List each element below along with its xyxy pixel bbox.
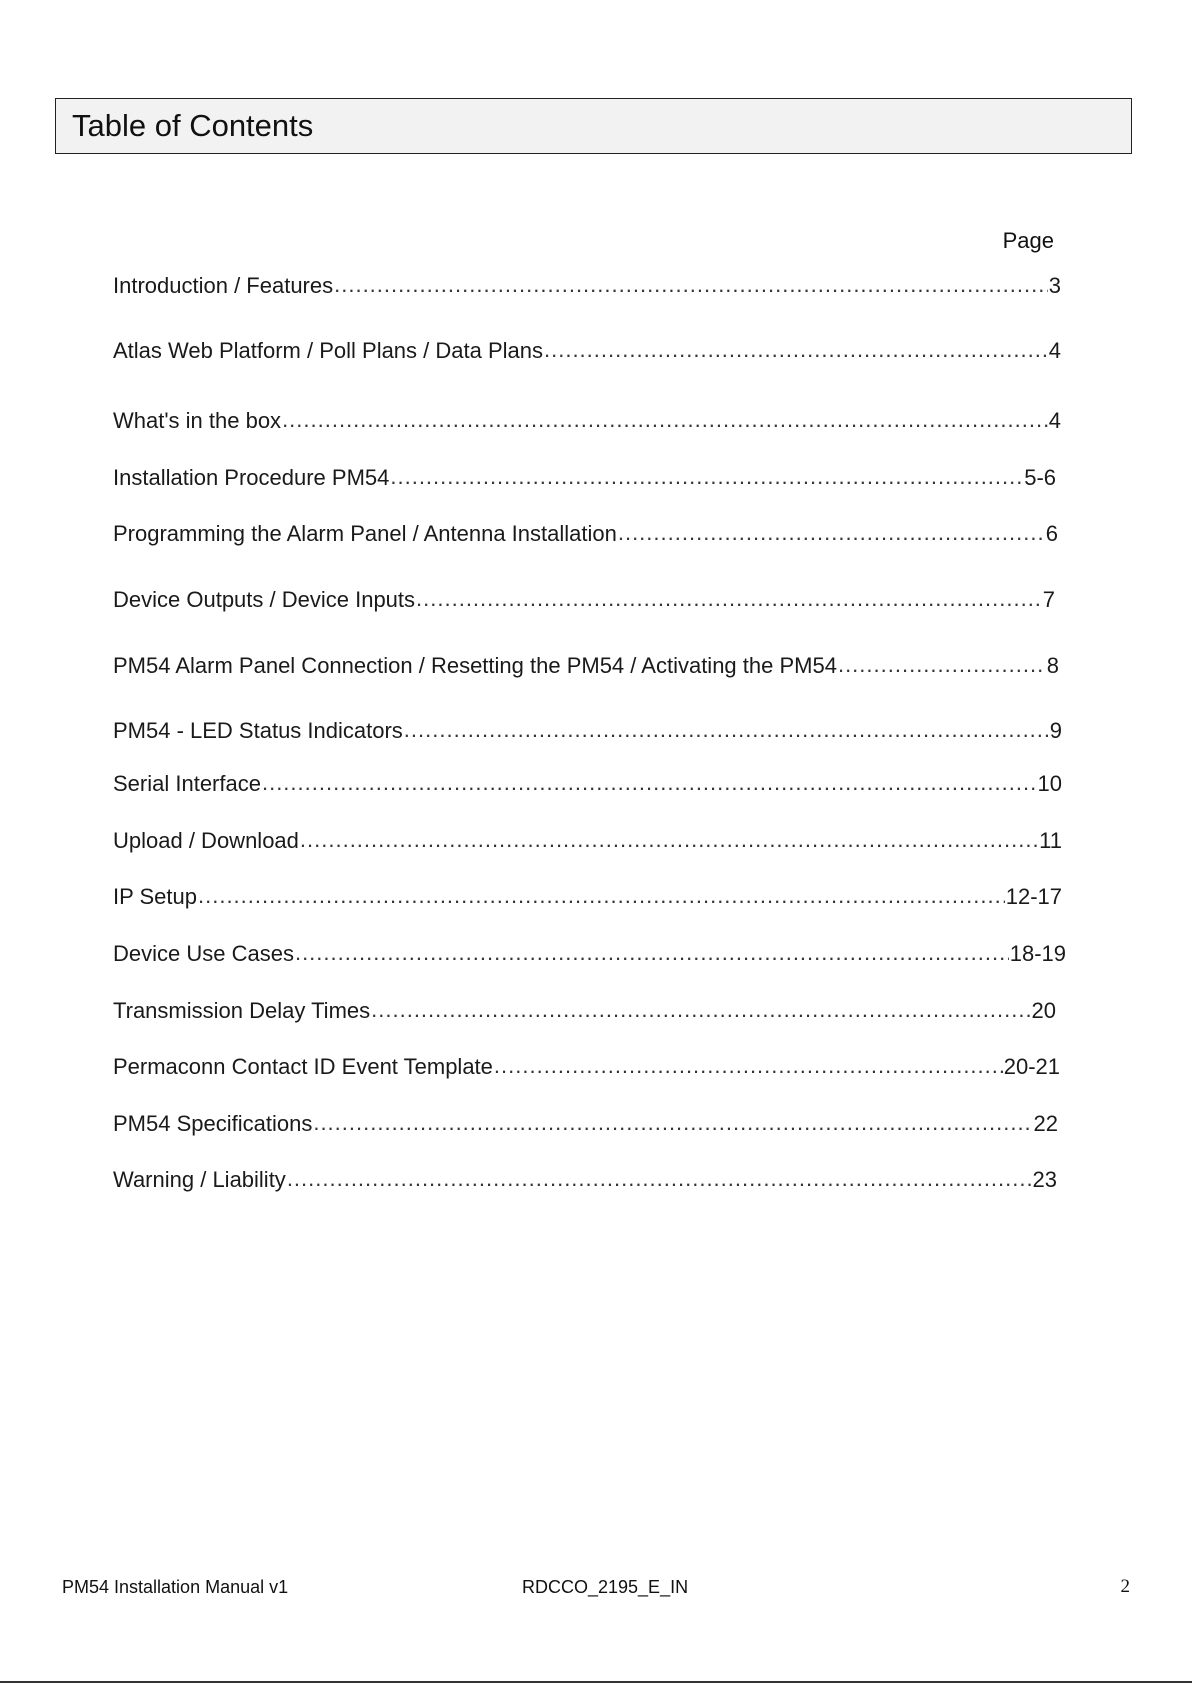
toc-leader-dots xyxy=(390,464,1023,491)
toc-entry-page: 7 xyxy=(1042,587,1055,612)
toc-leader-dots xyxy=(198,883,1005,910)
toc-leader-dots xyxy=(838,652,1046,679)
toc-entry xyxy=(113,586,1055,614)
toc-entry xyxy=(113,827,1062,855)
toc-entry-label: Installation Procedure PM54 xyxy=(113,465,390,490)
toc-entry xyxy=(113,337,1061,365)
toc-entry-page: 9 xyxy=(1049,718,1062,743)
toc-entry xyxy=(113,883,1062,911)
toc-entry-label: Warning / Liability xyxy=(113,1167,286,1192)
toc-entry-page: 4 xyxy=(1048,338,1061,363)
toc-entry-label: What's in the box xyxy=(113,408,282,433)
footer-document-name: PM54 Installation Manual v1 xyxy=(62,1577,289,1597)
toc-leader-dots xyxy=(262,770,1037,797)
toc-leader-dots xyxy=(334,272,1048,299)
toc-entry-label: Atlas Web Platform / Poll Plans / Data Plans xyxy=(113,338,543,363)
toc-entry xyxy=(113,717,1062,745)
toc-entry-page: 11 xyxy=(1039,828,1062,853)
toc-leader-dots xyxy=(618,520,1045,547)
toc-entry-label: Device Outputs / Device Inputs xyxy=(113,587,416,612)
toc-entry-page: 20 xyxy=(1031,998,1056,1023)
toc-leader-dots xyxy=(494,1053,1003,1080)
toc-leader-dots xyxy=(287,1166,1032,1193)
toc-leader-dots xyxy=(300,827,1038,854)
toc-entry xyxy=(113,272,1061,300)
toc-leader-dots xyxy=(295,940,1009,967)
toc-leader-dots xyxy=(371,997,1030,1024)
toc-entry-page: 6 xyxy=(1045,521,1058,546)
page-column-header: Page xyxy=(1002,228,1054,253)
toc-entry xyxy=(113,407,1061,435)
page-bottom-rule xyxy=(0,1681,1192,1683)
toc-entry-page: 18-19 xyxy=(1009,941,1066,966)
toc-leader-dots xyxy=(544,337,1048,364)
toc-leader-dots xyxy=(282,407,1048,434)
toc-entry xyxy=(113,520,1058,548)
toc-entry xyxy=(113,464,1056,492)
toc-entry-label: PM54 Specifications xyxy=(113,1111,313,1136)
toc-entry-label: PM54 Alarm Panel Connection / Resetting the PM54 / Activating the PM54 xyxy=(113,653,837,678)
footer-document-code: RDCCO_2195_E_IN xyxy=(522,1577,689,1597)
toc-entry xyxy=(113,1053,1060,1081)
toc-entry-page: 23 xyxy=(1032,1167,1057,1192)
toc-entry-page: 3 xyxy=(1048,273,1061,298)
toc-entry-label: Upload / Download xyxy=(113,828,299,853)
toc-entry-page: 5-6 xyxy=(1024,465,1056,490)
toc-entry-label: Serial Interface xyxy=(113,771,261,796)
toc-entry xyxy=(113,770,1062,798)
toc-entry xyxy=(113,652,1059,680)
footer-page-number: 2 xyxy=(1120,1576,1130,1597)
toc-entry-label: Permaconn Contact ID Event Template xyxy=(113,1054,493,1079)
toc-entry-label: Device Use Cases xyxy=(113,941,294,966)
toc-entry-label: PM54 - LED Status Indicators xyxy=(113,718,403,743)
toc-entry-page: 10 xyxy=(1037,771,1062,796)
toc-entry-page: 4 xyxy=(1048,408,1061,433)
toc-leader-dots xyxy=(313,1110,1032,1137)
toc-entry-page: 12-17 xyxy=(1005,884,1062,909)
toc-entry xyxy=(113,997,1056,1025)
toc-entry xyxy=(113,1110,1058,1138)
toc-entry-label: IP Setup xyxy=(113,884,197,909)
toc-leader-dots xyxy=(404,717,1049,744)
toc-entry xyxy=(113,940,1066,968)
toc-entry-label: Introduction / Features xyxy=(113,273,334,298)
toc-entry-label: Programming the Alarm Panel / Antenna Installation xyxy=(113,521,617,546)
toc-entry-label: Transmission Delay Times xyxy=(113,998,371,1023)
toc-entry xyxy=(113,1166,1057,1194)
toc-title-box xyxy=(55,98,1132,154)
toc-entry-page: 22 xyxy=(1033,1111,1058,1136)
toc-entry-page: 8 xyxy=(1046,653,1059,678)
toc-entry-page: 20-21 xyxy=(1003,1054,1060,1079)
page-title: Table of Contents xyxy=(72,108,314,143)
toc-leader-dots xyxy=(416,586,1042,613)
